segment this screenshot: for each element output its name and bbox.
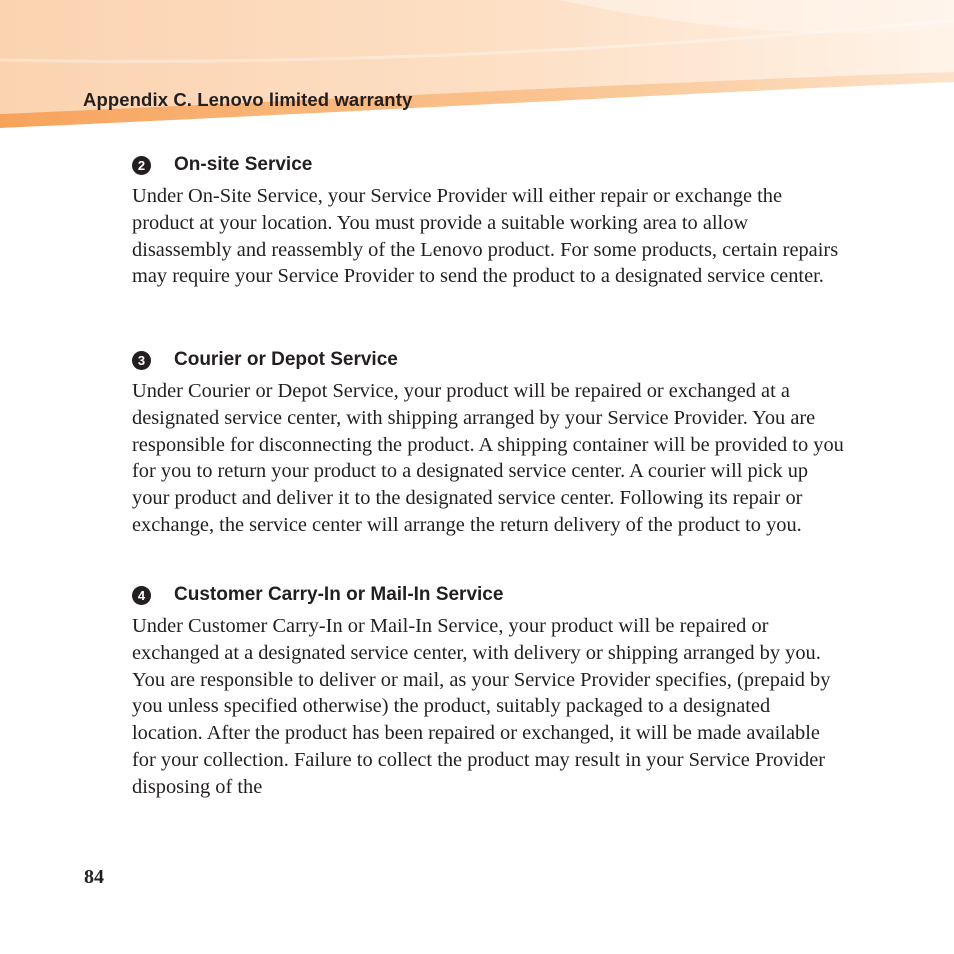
section-body-text: Under Courier or Depot Service, your product will be repaired or exchanged at a designated service center, with shipping arranged by your Service Provider. You are responsible for disconnecting the product. A shipping container will be provided to you for you to return your product to a designated service center. A courier will pick up your product and deliver it to the designated service center. Following its repair or exchange, the service center will arrange the return delivery of the product to you. xyxy=(132,380,844,536)
section-carry-in-mail-in-service xyxy=(132,583,844,801)
section-heading xyxy=(132,583,844,607)
step-number-badge: 3 xyxy=(132,351,151,370)
section-body-text: Under On-Site Service, your Service Provider will either repair or exchange the product at your location. You must provide a suitable working area to allow disassembly and reassembly of the Lenovo product. For some products, certain repairs may require your Service Provider to send the product to a designated service center. xyxy=(132,185,839,288)
section-title: On-site Service xyxy=(174,154,313,175)
section-title: Courier or Depot Service xyxy=(174,349,398,370)
step-number-badge: 2 xyxy=(132,156,151,175)
page-number: 84 xyxy=(84,866,104,888)
step-number-badge: 4 xyxy=(132,586,151,605)
section-heading xyxy=(132,153,844,177)
section-on-site-service xyxy=(132,153,844,290)
section-title: Customer Carry-In or Mail-In Service xyxy=(174,584,504,605)
section-courier-or-depot-service xyxy=(132,348,844,539)
section-body-text: Under Customer Carry-In or Mail-In Service, your product will be repaired or exchanged at a designated service center, with delivery or shipping arranged by you. You are responsible to deliver or mail, as your Service Provider specifies, (prepaid by you unless specified otherwise) the product, suitably packaged to a designated location. After the product has been repaired or exchanged, it will be made available for your collection. Failure to collect the product may result in your Service Provider disposing of the xyxy=(132,615,831,798)
running-header-title: Appendix C. Lenovo limited warranty xyxy=(83,89,413,110)
section-heading xyxy=(132,348,844,372)
